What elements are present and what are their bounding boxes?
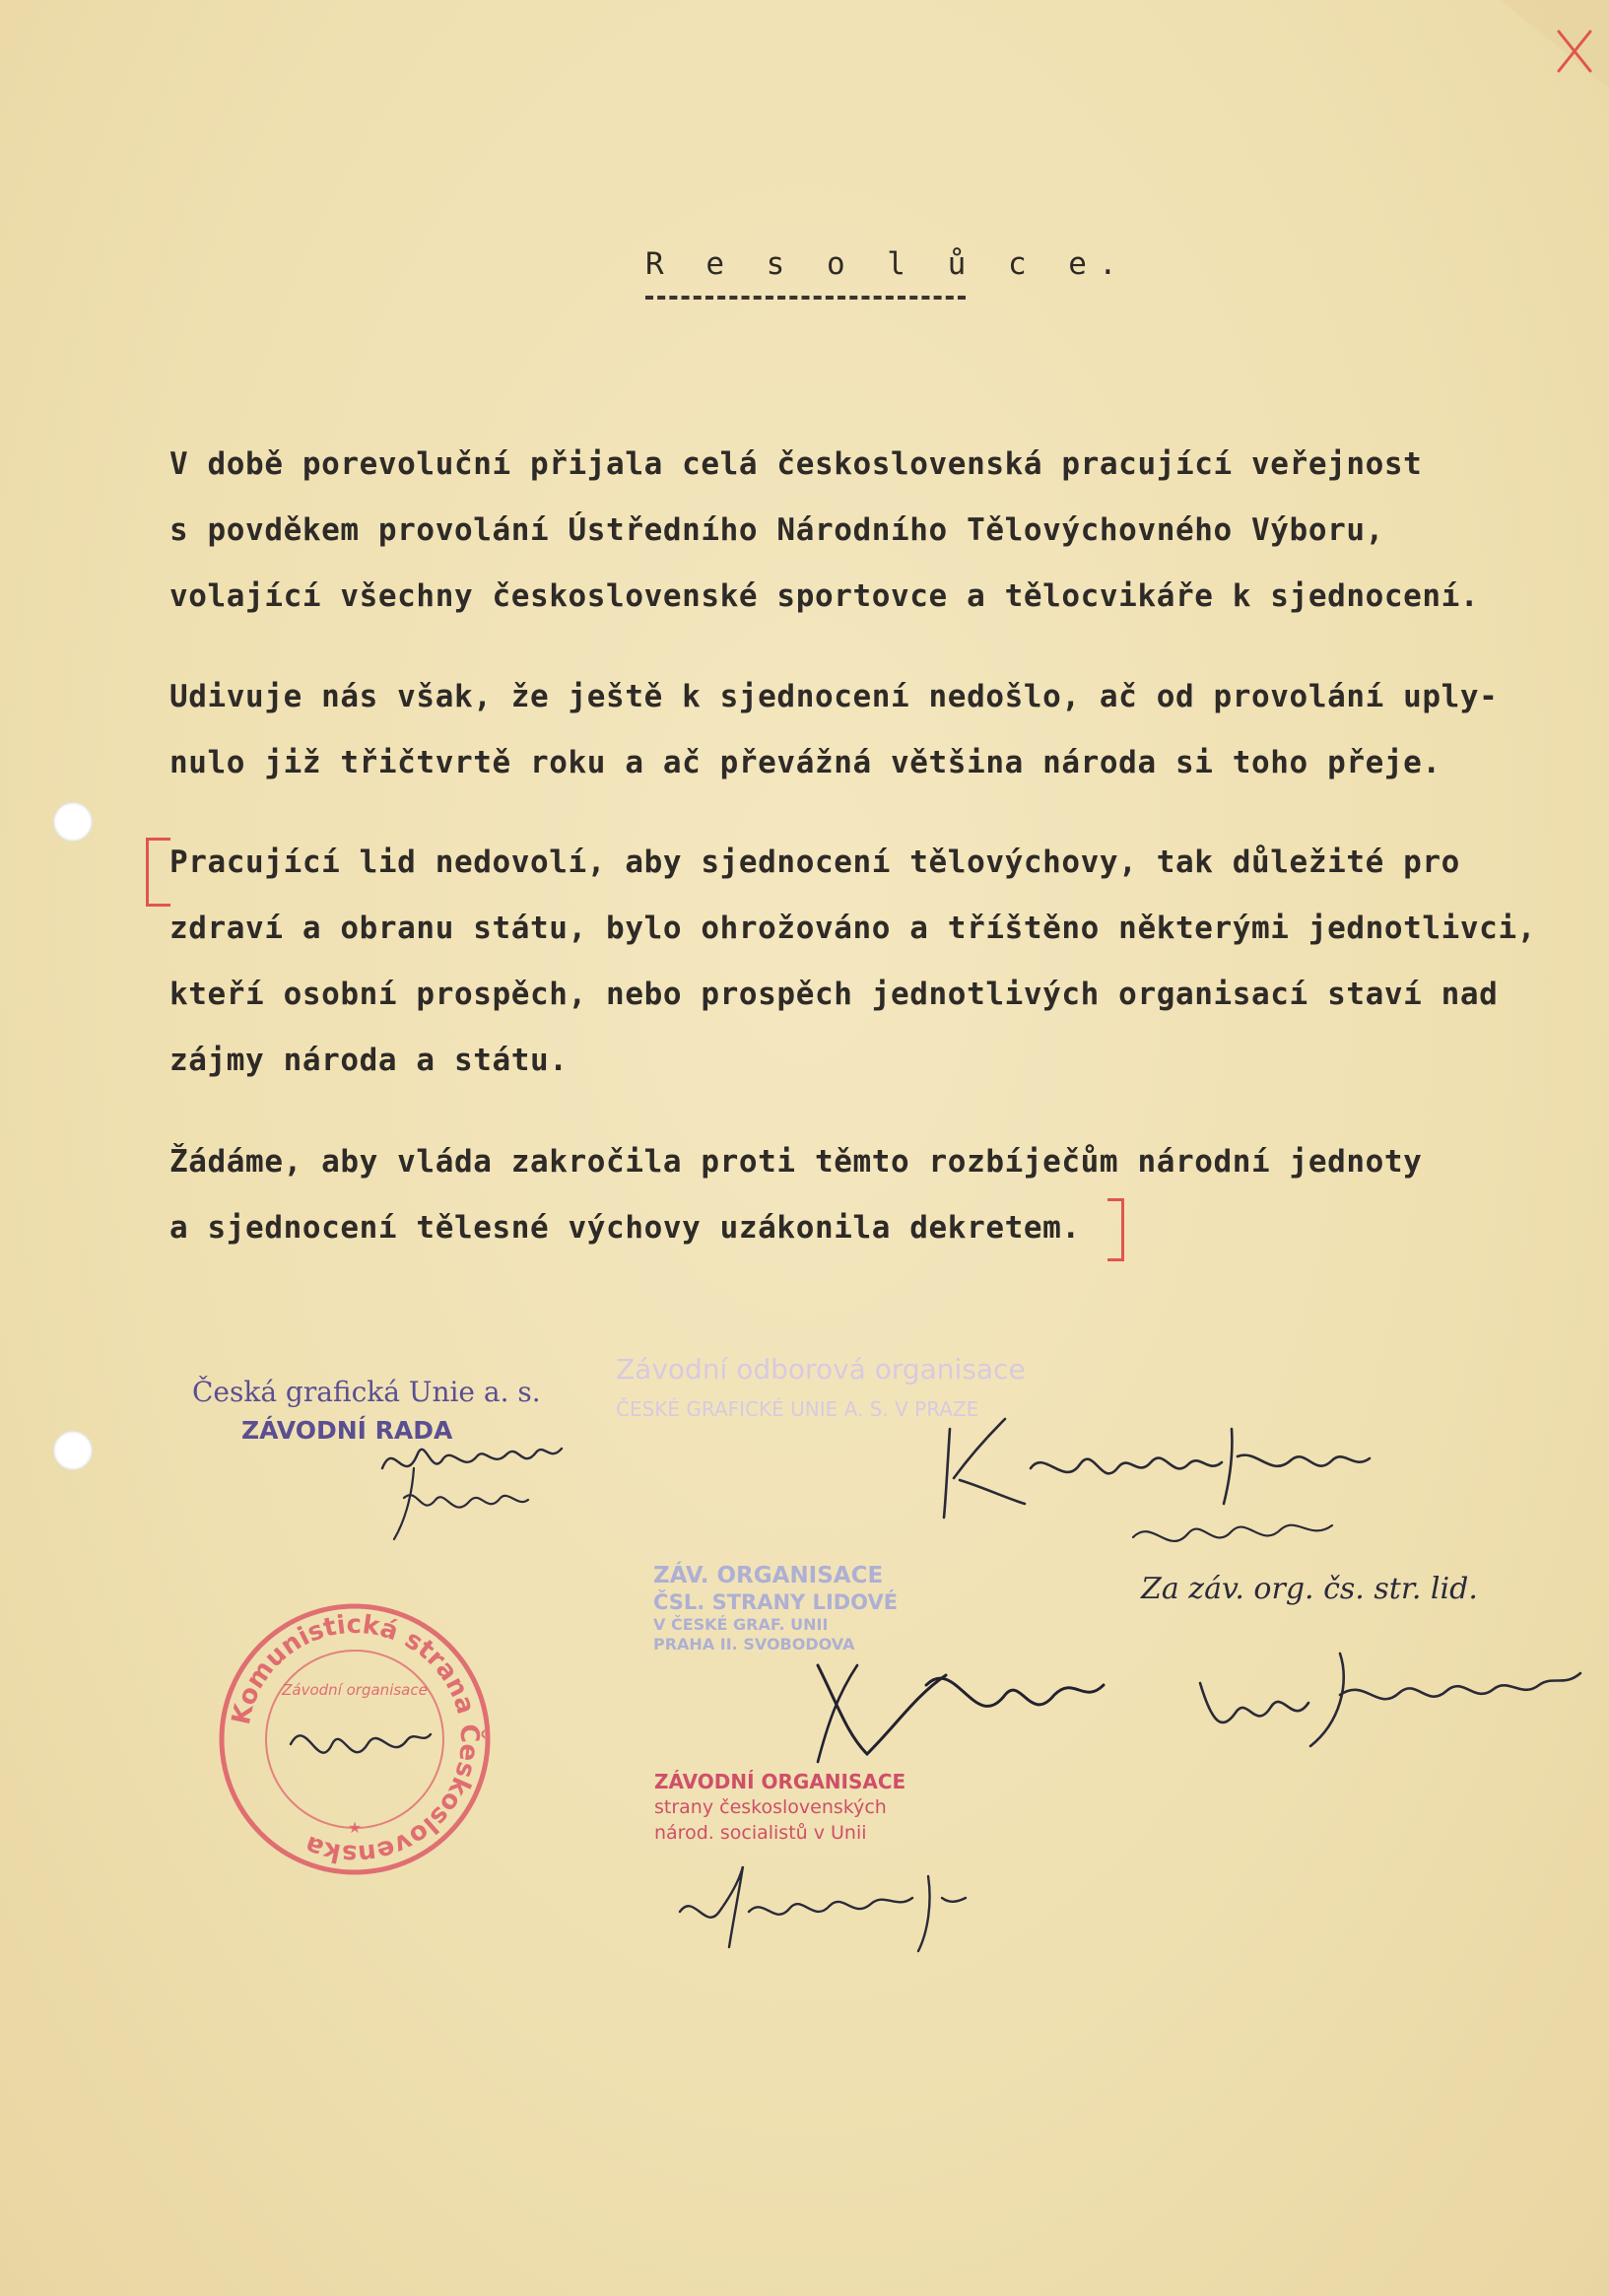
stamp-line: ČESKÉ GRAFICKÉ UNIE A. S. V PRAZE <box>616 1397 979 1421</box>
red-x-mark <box>1555 28 1594 75</box>
paragraph <box>169 432 1588 630</box>
paragraph-line: Pracující lid nedovolí, aby sjednocení tělovýchovy, tak důležité pro <box>169 844 1460 880</box>
paragraph-line: Udivuje nás však, že ještě k sjednocení nedošlo, ač od provolání uply- <box>169 679 1499 714</box>
punch-hole <box>53 1431 93 1470</box>
stamp-line: ČSL. STRANY LIDOVÉ <box>653 1590 899 1614</box>
signature-ksc-member <box>778 1646 1113 1774</box>
paragraph-line: volající všechny československé sportovce a tělocvikáře k sjednocení. <box>169 578 1480 614</box>
stamp-lidova <box>653 1562 929 1654</box>
stamp-narodni-socialiste <box>654 1769 950 1846</box>
paragraph-line: zdraví a obranu státu, bylo ohrožováno a tříštěno některými jednotlivci, <box>169 911 1536 946</box>
star-icon: ★ <box>347 1818 363 1837</box>
punch-hole <box>53 802 93 842</box>
signature-ksc <box>291 1734 431 1753</box>
paragraph-line: a sjednocení tělesné výchovy uzákonila dekretem. <box>169 1210 1081 1246</box>
signature-narodni-socialiste <box>670 1853 985 1961</box>
title-underline <box>645 296 966 300</box>
signature-odborova <box>936 1409 1429 1567</box>
stamp-inner-text: Závodní organisace <box>282 1681 428 1699</box>
stamp-line: Závodní odborová organisace <box>616 1353 1026 1385</box>
paragraph-line: V době porevoluční přijala celá československá pracující veřejnost <box>169 446 1423 482</box>
paragraph-line: kteří osobní prospěch, nebo prospěch jednotlivých organisací staví nad <box>169 977 1499 1012</box>
paragraph <box>169 830 1588 1094</box>
paragraph-line: Žádáme, aby vláda zakročila proti těmto rozbíječům národní jednoty <box>169 1144 1423 1180</box>
paragraph-line: s povděkem provolání Ústředního Národního Tělovýchovného Výboru, <box>169 512 1384 548</box>
stamp-line: PRAHA II. SVOBODOVA <box>653 1635 855 1654</box>
red-bracket-open <box>146 838 170 907</box>
paragraph-line: zájmy národa a státu. <box>169 1043 569 1078</box>
stamp-line: Česká grafická Unie a. s. <box>192 1376 541 1408</box>
stamp-line: ZÁV. ORGANISACE <box>653 1563 884 1588</box>
paragraph <box>169 1129 1588 1261</box>
stamp-line: strany československých <box>654 1796 887 1818</box>
stamp-ksc-round <box>212 1596 498 1882</box>
signature-lidova <box>1192 1644 1586 1762</box>
document-title: R e s o l ů c e. <box>645 246 1129 282</box>
signature-graficka <box>374 1429 581 1547</box>
stamp-ring-text: Komunistická strana Československa <box>226 1609 485 1869</box>
stamp-line: ZÁVODNÍ ORGANISACE <box>654 1770 906 1793</box>
paragraph <box>169 664 1588 796</box>
stamp-line: ZÁVODNÍ RADA <box>241 1416 453 1445</box>
stamp-line: národ. socialistů v Unii <box>654 1822 867 1844</box>
stamp-line: V ČESKÉ GRAF. UNII <box>653 1615 829 1634</box>
red-bracket-close <box>1107 1198 1124 1261</box>
paragraph-line: nulo již třičtvrtě roku a ač převážná většina národa si toho přeje. <box>169 745 1441 780</box>
handwritten-note: Za záv. org. čs. str. lid. <box>1141 1572 1478 1606</box>
